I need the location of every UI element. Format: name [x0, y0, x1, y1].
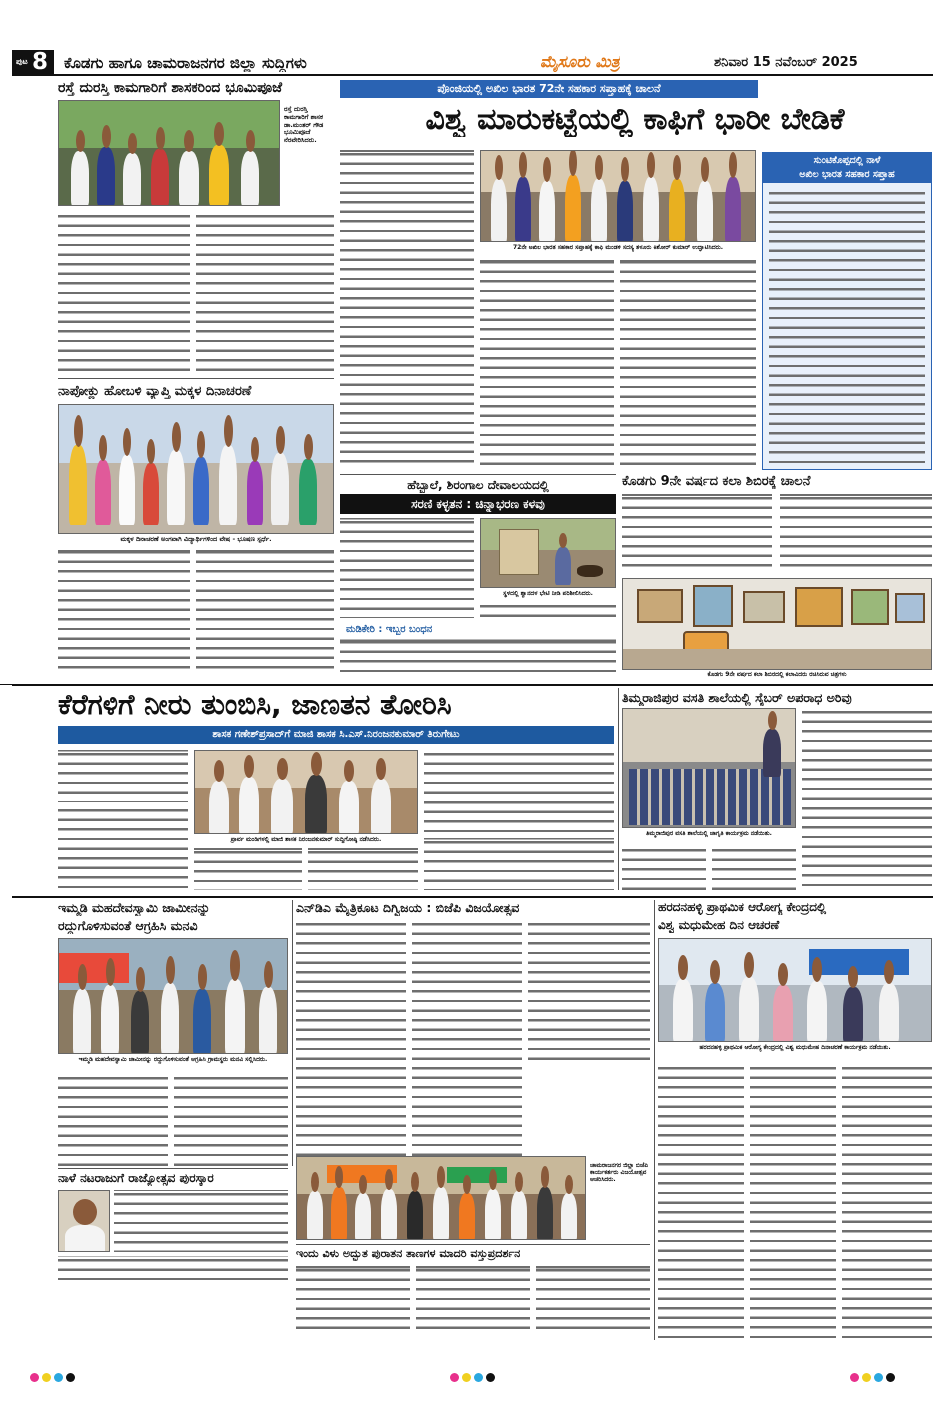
registration-dot: [66, 1373, 75, 1382]
diabetes-body-col1: [658, 1064, 744, 1340]
lakes-subhead: ಶಾಸಕ ಗಣೇಶ್‌ಪ್ರಸಾದ್‌ಗೆ ಮಾಜಿ ಶಾಸಕ ಸಿ.ಎಸ್.ನಿರಂಜನಕುಮಾರ್ ತಿರುಗೇಟು: [212, 729, 460, 740]
children-body-col1: [58, 548, 190, 674]
diabetes-body-col2: [750, 1064, 836, 1340]
page-number-box: [12, 50, 54, 74]
diabetes-headline-line2: ವಿಶ್ವ ಮಧುಮೇಹ ದಿನ ಆಚರಣೆ: [658, 918, 780, 932]
section-title: ಕೊಡಗು ಹಾಗೂ ಚಾಮರಾಜನಗರ ಜಿಲ್ಲಾ ಸುದ್ದಿಗಳು: [64, 54, 307, 72]
registration-dot: [862, 1373, 871, 1382]
road-photo: [58, 100, 280, 206]
lakes-body-col4: [424, 750, 614, 834]
theft-body-col2: [480, 602, 616, 620]
art-headline: ಕೊಡಗು 9ನೇ ವರ್ಷದ ಕಲಾ ಶಿಬಿರಕ್ಕೆ ಚಾಲನೆ: [622, 474, 811, 489]
bail-body-col2: [174, 1074, 288, 1166]
suntikoppa-body: [769, 189, 925, 465]
coffee-photo: [480, 150, 756, 242]
art-photo-caption: ಕೊಡಗು 9ನೇ ವರ್ಷದ ಕಲಾ ಶಿಬಿರದಲ್ಲಿ ಕಲಾವಿದರು ರಚಿಸಿರುವ ಚಿತ್ರಗಳು: [707, 671, 847, 678]
children-headline: ನಾಪೋಕ್ಲು ಹೋಬಳಿ ವ್ಯಾಪ್ತಿ ಮಕ್ಕಳ ದಿನಾಚರಣೆ: [58, 384, 252, 399]
bail-body-col1: [58, 1074, 168, 1166]
theft-strap: ಹೆಬ್ಬಾಲೆ, ಶಿರಂಗಾಲ ದೇವಾಲಯದಲ್ಲಿ: [407, 478, 549, 492]
theft-sub-headline: ಮಡಿಕೇರಿ : ಇಬ್ಬರ ಬಂಧನ: [346, 624, 433, 635]
award-body-col2: [58, 1256, 288, 1280]
award-headline: ನಾಳೆ ನಟರಾಜುಗೆ ರಾಜ್ಯೋತ್ಸವ ಪುರಸ್ಕಾರ: [58, 1171, 214, 1185]
children-photo-caption: ಮಕ್ಕಳ ದಿನಾಚರಣೆ ಅಂಗವಾಗಿ ವಿದ್ಯಾರ್ಥಿಗಳಿಂದ ವೇಷ - ಭೂಷಣ ಸ್ಪರ್ಧೆ.: [120, 535, 272, 543]
art-photo: [622, 578, 932, 670]
lakes-headline: ಕೆರೆಗಳಿಗೆ ನೀರು ತುಂಬಿಸಿ, ಜಾಣತನ ತೋರಿಸಿ: [58, 688, 452, 721]
theft-sub-body: [340, 638, 616, 678]
cyber-photo: [622, 708, 796, 828]
nda-body-col2: [412, 920, 522, 1160]
registration-dot: [886, 1373, 895, 1382]
lakes-body-col1: [58, 750, 188, 802]
coffee-photo-caption: 72ನೇ ಅಖಿಲ ಭಾರತ ಸಹಕಾರ ಸಪ್ತಾಹಕ್ಕೆ ಕಾಫಿ ಮಂಡಳಿ ಸದಸ್ಯ ತಳೂರು ಕಿಶೋರ್ ಕುಮಾರ್ ಉದ್ಘಾಟಿಸಿದರು.: [512, 244, 724, 251]
registration-dot: [874, 1373, 883, 1382]
page-masthead: [12, 50, 933, 76]
theft-headline-box: [340, 494, 616, 514]
children-photo: [58, 404, 334, 534]
theft-body-col1: [340, 518, 474, 618]
page-date: ಶನಿವಾರ 15 ನವೆಂಬರ್ 2025: [714, 55, 858, 70]
theft-photo-caption: ಸ್ಥಳದಲ್ಲಿ ಶ್ವಾನದಳ ಭೇಟಿ ನೀಡಿ ಪರಿಶೀಲಿಸಿದರು.: [503, 590, 593, 597]
award-portrait: [58, 1190, 110, 1252]
lakes-photo-caption: ಪ್ರಾರ್ವ ಮಂಡಿಗಳಲ್ಲಿ ಮಾಜಿ ಶಾಸಕ ನಿರಂಜನಕುಮಾರ್ ಸುದ್ದಿಗೋಷ್ಠಿ ನಡೆಸಿದರು.: [230, 836, 382, 843]
bail-photo-caption: ಇಮ್ಮಡಿ ಮಹದೇವಸ್ವಾಮಿ ಜಾಮೀನನ್ನು ರದ್ದುಗೊಳಿಸುವಂತೆ ಆಗ್ರಹಿಸಿ ಗ್ರಾಮಸ್ಥರು ಮನವಿ ಸಲ್ಲಿಸಿದರು.: [78, 1056, 268, 1063]
cyber-photo-caption: ತಿಮ್ಮರಾಜಿಪುರ ವಸತಿ ಶಾಲೆಯಲ್ಲಿ ಜಾಗೃತಿ ಕಾರ್ಯಕ್ರಮ ನಡೆಯಿತು.: [646, 830, 772, 837]
children-body-col2: [196, 548, 334, 674]
lakes-subhead-box: [58, 726, 614, 744]
exhibition-body-col2: [416, 1266, 530, 1336]
registration-dot: [474, 1373, 483, 1382]
coffee-body-col1: [340, 150, 474, 470]
bail-photo: [58, 938, 288, 1054]
crop-mark: [0, 684, 14, 685]
exhibition-body-col3: [536, 1266, 650, 1336]
registration-dot: [850, 1373, 859, 1382]
suntikoppa-box: [762, 152, 932, 470]
lakes-body-col5: [424, 838, 614, 890]
exhibition-headline: ಇಂದು ವಿಳು ಅದ್ಭುತ ಪುರಾತನ ತಾಣಗಳ ಮಾದರಿ ವಸ್ತುಪ್ರದರ್ಶನ: [296, 1247, 521, 1260]
suntikoppa-title-line1: ಸುಂಟಿಕೊಪ್ಪದಲ್ಲಿ ನಾಳೆ: [813, 155, 881, 166]
page-label: ಪುಟ: [16, 57, 28, 66]
coffee-strap: ಪೊಂಜಿಯಲ್ಲಿ ಅಖಿಲ ಭಾರತ 72ನೇ ಸಹಕಾರ ಸಪ್ತಾಹಕ್ಕೆ ಚಾಲನೆ: [340, 80, 758, 98]
coffee-headline: ವಿಶ್ವ ಮಾರುಕಟ್ಟೆಯಲ್ಲಿ ಕಾಫಿಗೆ ಭಾರೀ ಬೇಡಿಕೆ: [425, 102, 845, 137]
lakes-body-col2: [194, 848, 302, 890]
registration-dot: [30, 1373, 39, 1382]
suntikoppa-title-line2: ಅಖಿಲ ಭಾರತ ಸಹಕಾರ ಸಪ್ತಾಹ: [799, 169, 895, 180]
lakes-photo: [194, 750, 418, 834]
exhibition-body-col1: [296, 1266, 410, 1336]
lakes-body-col3: [308, 848, 418, 890]
diabetes-body-col3: [842, 1064, 932, 1340]
paper-name: ಮೈಸೂರು ಮಿತ್ರ: [540, 52, 620, 71]
registration-dot: [462, 1373, 471, 1382]
diabetes-headline-line1: ಹರದನಹಳ್ಳಿ ಪ್ರಾಥಮಿಕ ಆರೋಗ್ಯ ಕೇಂದ್ರದಲ್ಲಿ: [658, 900, 827, 914]
road-headline: ರಸ್ತೆ ದುರಸ್ತಿ ಕಾಮಗಾರಿಗೆ ಶಾಸಕರಿಂದ ಭೂಮಿಪೂಜೆ: [58, 80, 283, 96]
bail-headline-line1: ಇಮ್ಮಡಿ ಮಹದೇವಸ್ವಾಮಿ ಜಾಮೀನನ್ನು: [58, 900, 211, 915]
road-side-caption: ರಸ್ತೆ ದುರಸ್ತಿ ಕಾಮಗಾರಿಗೆ ಶಾಸಕ ಡಾ.ಮಂತರ್ ಗೌಡ ಭೂಮಿಪೂಜೆ ನೆರವೇರಿಸಿದರು.: [284, 105, 324, 145]
nda-headline: ಎನ್‌ಡಿಎ ಮೈತ್ರಿಕೂಟ ದಿಗ್ವಿಜಯ : ಬಿಜೆಪಿ ವಿಜಯೋತ್ಸವ: [296, 900, 520, 915]
art-body-col1: [622, 494, 772, 574]
suntikoppa-title-box: [763, 153, 931, 183]
diabetes-photo: [658, 938, 932, 1042]
theft-headline: ಸರಣಿ ಕಳ್ಳತನ : ಚಿನ್ನಾಭರಣ ಕಳವು: [411, 497, 545, 511]
nda-photo: [296, 1156, 586, 1240]
registration-dot: [486, 1373, 495, 1382]
theft-photo: [480, 518, 616, 588]
registration-dot: [42, 1373, 51, 1382]
registration-dot: [450, 1373, 459, 1382]
nda-body-col3: [528, 920, 650, 1060]
cyber-headline: ತಿಮ್ಮರಾಜಿಪುರ ವಸತಿ ಶಾಲೆಯಲ್ಲಿ ಸೈಬರ್ ಅಪರಾಧ ಅರಿವು: [622, 690, 852, 705]
nda-side-caption: ಚಾಮರಾಜನಗರ ಜಿಲ್ಲಾ ಬಿಜೆಪಿ ಕಾರ್ಯಕರ್ತರು ವಿಜಯೋತ್ಸವ ಆಚರಿಸಿದರು.: [590, 1162, 649, 1184]
diabetes-photo-caption: ಹರದನಹಳ್ಳಿ ಪ್ರಾಥಮಿಕ ಆರೋಗ್ಯ ಕೇಂದ್ರದಲ್ಲಿ ವಿಶ್ವ ಮಧುಮೇಹ ದಿನಾಚರಣೆ ಕಾರ್ಯಕ್ರಮ ನಡೆಯಿತು.: [699, 1044, 891, 1051]
cyber-body-right: [802, 708, 932, 890]
coffee-body-col3: [620, 258, 756, 470]
page-number: 8: [32, 49, 49, 75]
coffee-body-col2: [480, 258, 614, 470]
registration-row: [30, 1372, 915, 1384]
registration-dot: [54, 1373, 63, 1382]
road-body-col1: [58, 212, 190, 372]
art-body-col2: [780, 494, 932, 574]
road-body-col2: [196, 212, 334, 372]
cyber-body-col2: [712, 846, 796, 890]
award-body-col1: [114, 1190, 288, 1252]
bail-headline-line2: ರದ್ದುಗೊಳಿಸುವಂತೆ ಆಗ್ರಹಿಸಿ ಮನವಿ: [58, 918, 198, 933]
lakes-body-col1b: [58, 806, 188, 890]
nda-body-col1: [296, 920, 406, 1160]
cyber-body-col1: [622, 846, 706, 890]
